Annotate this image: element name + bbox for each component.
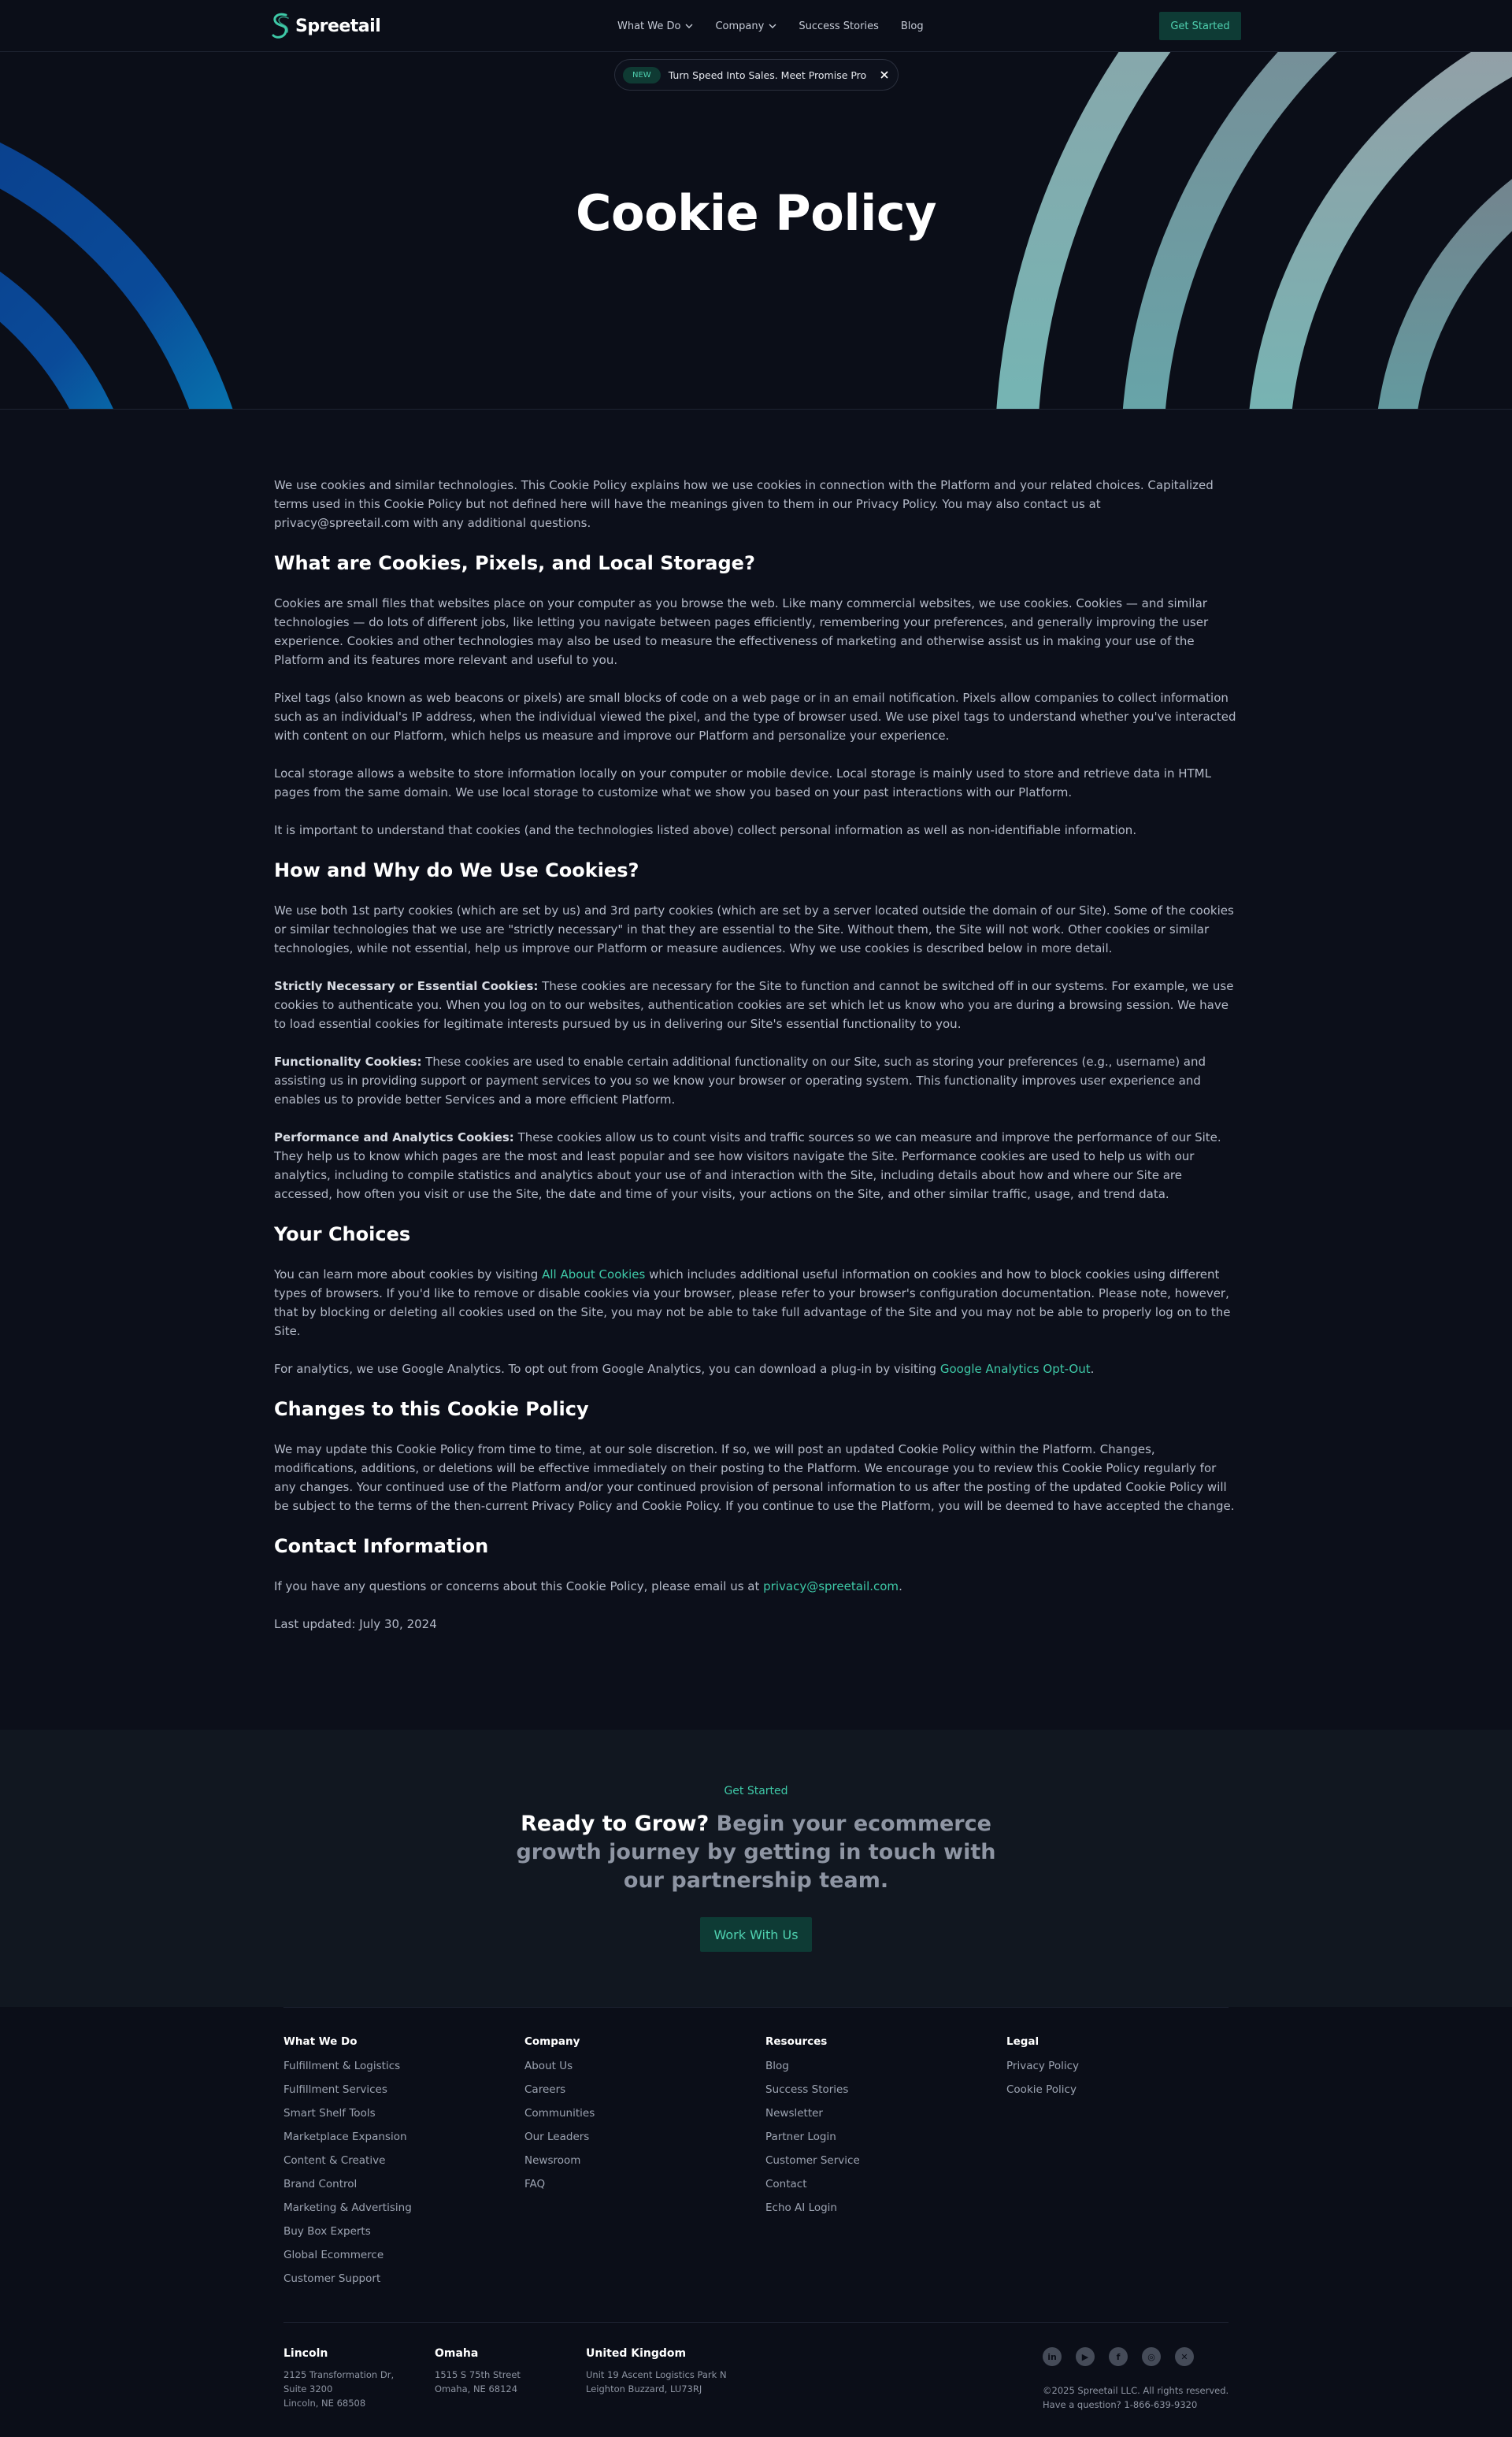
youtube-icon[interactable]: ▶ <box>1076 2347 1095 2366</box>
nav-success-stories[interactable] <box>799 20 879 32</box>
office-address-line: Omaha, NE 68124 <box>435 2383 518 2394</box>
divider <box>284 2322 1228 2323</box>
footer <box>0 2007 1512 2436</box>
x-icon[interactable]: ✕ <box>1175 2347 1194 2366</box>
paragraph-text: These cookies are used to enable certain additional functionality on our Site, such as storing your preferences (e.g., username) and assisting us in providing support or payment services to you so we know your browser or operating system. This functionality improves user experience and enables us to provide better Services and a more efficient Platform. <box>274 1055 1206 1107</box>
cta-section <box>0 1730 1512 2007</box>
google-analytics-optout-link[interactable]: Google Analytics Opt-Out <box>939 1362 1091 1376</box>
phone-question[interactable]: Have a question? 1-866-639-9320 <box>1043 2399 1198 2410</box>
footer-link[interactable]: Smart Shelf Tools <box>284 2107 376 2120</box>
term-label: Performance and Analytics Cookies: <box>274 1130 514 1144</box>
footer-link[interactable]: Partner Login <box>765 2131 836 2143</box>
footer-col-title: Resources <box>765 2035 828 2048</box>
office-address-line: 1515 S 75th Street <box>435 2369 521 2380</box>
logo[interactable] <box>270 11 380 41</box>
office-address-line: Unit 19 Ascent Logistics Park N <box>586 2369 727 2380</box>
copyright: ©2025 Spreetail LLC. All rights reserved. <box>1043 2385 1229 2396</box>
legal-copy <box>1043 2383 1228 2412</box>
office-city: Omaha <box>435 2347 479 2360</box>
paragraph-text: If you have any questions or concerns about this Cookie Policy, please email us at <box>274 1579 764 1593</box>
paragraph <box>274 1359 1238 1378</box>
footer-link[interactable]: FAQ <box>524 2178 546 2190</box>
paragraph: Local storage allows a website to store information locally on your computer or mobile device. Local storage is mainly used to store and retrieve data in HTML pages from the same domain. We use local storage to customize what we show you based on your past interactions with our Platform. <box>274 766 1211 799</box>
footer-link[interactable]: Customer Service <box>765 2154 860 2167</box>
social-links <box>1043 2347 1194 2366</box>
cta-heading <box>504 1810 1008 1895</box>
office-uk <box>586 2347 727 2396</box>
office-omaha <box>435 2347 521 2396</box>
footer-link[interactable]: Communities <box>524 2107 595 2120</box>
nav-link-label: Blog <box>900 20 924 32</box>
footer-link[interactable]: Contact <box>765 2178 807 2190</box>
paragraph-text: . <box>899 1579 902 1593</box>
section-heading: Changes to this Cookie Policy <box>274 1398 589 1420</box>
section-heading: Contact Information <box>274 1535 489 1557</box>
instagram-icon[interactable]: ◎ <box>1142 2347 1161 2366</box>
footer-link[interactable]: Fulfillment & Logistics <box>284 2060 401 2072</box>
footer-link[interactable]: Newsletter <box>765 2107 823 2120</box>
paragraph-text: These cookies are necessary for the Site to function and cannot be switched off in our systems. For example, we use cookies to authenticate you. When you log on to our websites, authentication cookies are set which let us know who you are during a browsing session. We have to load essential cookies for legitimate interests pursued by us in delivering our Site's essential functionality to you. <box>274 979 1234 1031</box>
divider <box>284 2007 1228 2008</box>
section-heading: Your Choices <box>274 1223 411 1245</box>
footer-link[interactable]: Fulfillment Services <box>284 2083 387 2096</box>
spreetail-logo-icon <box>270 11 291 41</box>
term-label: Strictly Necessary or Essential Cookies: <box>274 979 539 993</box>
footer-link[interactable]: About Us <box>524 2060 573 2072</box>
nav-company[interactable] <box>715 20 776 32</box>
footer-link[interactable]: Customer Support <box>284 2272 381 2285</box>
cta-eyebrow: Get Started <box>724 1785 788 1797</box>
office-city: Lincoln <box>284 2347 328 2360</box>
paragraph <box>274 1265 1238 1341</box>
office-address-line: Lincoln, NE 68508 <box>284 2398 366 2409</box>
footer-link[interactable]: Newsroom <box>524 2154 581 2167</box>
nav-link-label: What We Do <box>617 20 681 32</box>
footer-col-title: Company <box>524 2035 580 2048</box>
footer-col-resources <box>765 2035 860 2225</box>
paragraph-text: These cookies allow us to count visits and traffic sources so we can measure and improve the performance of our Site. They help us to know which pages are the most and least popular and see how visitors navigate the Site. Performance cookies are used to help us with our analytics, including to compile statistics and analytics about your use of and interaction with the Site, including details about how and where our Site are accessed, how often you visit or use the Site, the date and time of your visits, your actions on the Site, and other similar traffic, usage, and trend data. <box>274 1130 1221 1201</box>
close-icon[interactable] <box>879 69 890 80</box>
linkedin-icon[interactable]: in <box>1043 2347 1062 2366</box>
paragraph <box>274 1577 1238 1596</box>
nav-link-label: Success Stories <box>799 20 879 32</box>
last-updated: Last updated: July 30, 2024 <box>274 1617 437 1631</box>
paragraph: We use both 1st party cookies (which are set by us) and 3rd party cookies (which are set by a server located outside the domain of our Site). Some of the cookies or similar technologies that we use are "strictly necessary" in that they are essential to the Site. Without them, the Site will not work. Other cookies or similar technologies, while not essential, help us improve our Platform or measure audiences. Why we use cookies is described below in more detail. <box>274 903 1234 955</box>
cta-heading-rest: Begin your ecommerce growth journey by getting in touch with our partnership team. <box>516 1812 996 1893</box>
new-badge: NEW <box>623 67 661 83</box>
intro-paragraph: We use cookies and similar technologies. This Cookie Policy explains how we use cookies in connection with the Platform and your related choices. Capitalized terms used in this Cookie Policy but not defined here will have the meanings given to them in our Privacy Policy. You may also contact us at privacy@spreetail.com with any additional questions. <box>274 478 1214 530</box>
footer-link[interactable]: Cookie Policy <box>1006 2083 1077 2096</box>
footer-link[interactable]: Privacy Policy <box>1006 2060 1080 2072</box>
paragraph-text: You can learn more about cookies by visiting <box>274 1267 543 1282</box>
section-heading: How and Why do We Use Cookies? <box>274 859 639 881</box>
paragraph-text: For analytics, we use Google Analytics. To opt out from Google Analytics, you can download a plug-in by visiting <box>274 1362 940 1376</box>
hero-banner <box>0 52 1512 410</box>
paragraph: It is important to understand that cookies (and the technologies listed above) collect personal information as well as non-identifiable information. <box>274 823 1137 837</box>
nav-links <box>617 0 924 52</box>
footer-link[interactable]: Content & Creative <box>284 2154 386 2167</box>
privacy-email-link[interactable]: privacy@spreetail.com <box>763 1579 899 1593</box>
footer-link[interactable]: Buy Box Experts <box>284 2225 371 2238</box>
page-title: Cookie Policy <box>575 184 936 242</box>
policy-main <box>0 410 1512 1730</box>
get-started-button[interactable]: Get Started <box>1159 12 1241 40</box>
paragraph-strictly-necessary <box>274 977 1238 1033</box>
logo-text: Spreetail <box>295 16 381 36</box>
footer-link[interactable]: Blog <box>765 2060 789 2072</box>
facebook-icon[interactable]: f <box>1109 2347 1128 2366</box>
footer-col-title: What We Do <box>284 2035 358 2048</box>
paragraph-performance <box>274 1128 1238 1204</box>
footer-col-title: Legal <box>1006 2035 1040 2048</box>
top-nav <box>0 0 1512 52</box>
paragraph: Pixel tags (also known as web beacons or pixels) are small blocks of code on a web page or in an email notification. Pixels allow companies to collect information such as an individual's IP address, when the individual viewed the pixel, and the type of browser used. We use pixel tags to understand whether you've interacted with content on our Platform, which helps us measure and improve our Platform and personalize your experience. <box>274 691 1236 743</box>
all-about-cookies-link[interactable]: All About Cookies <box>542 1267 646 1282</box>
paragraph-functionality <box>274 1052 1238 1109</box>
term-label: Functionality Cookies: <box>274 1055 422 1069</box>
chevron-down-icon <box>685 22 693 30</box>
announcement-text[interactable]: Turn Speed Into Sales. Meet Promise Pro <box>668 69 867 81</box>
policy-content <box>274 476 1238 1652</box>
announcement-pill[interactable] <box>614 59 899 91</box>
nav-what-we-do[interactable] <box>617 20 693 32</box>
nav-link-label: Company <box>715 20 765 32</box>
footer-link[interactable]: Brand Control <box>284 2178 358 2190</box>
footer-link[interactable]: Our Leaders <box>524 2131 590 2143</box>
paragraph-text: . <box>1090 1362 1095 1376</box>
footer-link[interactable]: Global Ecommerce <box>284 2249 384 2261</box>
footer-link[interactable]: Success Stories <box>765 2083 849 2096</box>
office-address-line: Suite 3200 <box>284 2383 333 2394</box>
footer-link[interactable]: Marketplace Expansion <box>284 2131 407 2143</box>
work-with-us-button[interactable]: Work With Us <box>700 1917 812 1952</box>
cta-heading-strong: Ready to Grow? <box>521 1812 710 1836</box>
footer-col-what-we-do <box>284 2035 412 2296</box>
paragraph: Cookies are small files that websites place on your computer as you browse the web. Like many commercial websites, we use cookies. Cookies — and similar technologies — do lots of different jobs, like letting you navigate between pages efficiently, remembering your preferences, and generally improving the user experience. Cookies and other technologies may also be used to measure the effectiveness of marketing and otherwise assist us in making your use of the Platform and its features more relevant and useful to you. <box>274 596 1209 667</box>
office-lincoln <box>284 2347 394 2410</box>
office-address-line: Leighton Buzzard, LU73RJ <box>586 2383 702 2394</box>
nav-blog[interactable] <box>901 20 924 32</box>
paragraph: We may update this Cookie Policy from time to time, at our sole discretion. If so, we will post an updated Cookie Policy within the Platform. Changes, modifications, additions, or deletions will be effective immediately on their posting to the Platform. We encourage you to review this Cookie Policy regularly for any changes. Your continued use of the Platform and/or your continued provision of personal information to us after the posting of the updated Cookie Policy will be subject to the terms of the then-current Privacy Policy and Cookie Policy. If you continue to use the Platform, you will be deemed to have accepted the change. <box>274 1442 1235 1513</box>
footer-link[interactable]: Echo AI Login <box>765 2201 837 2214</box>
paragraph-text: which includes additional useful information on cookies and how to block cookies using different types of browsers. If you'd like to remove or disable cookies via your browser, please refer to your browser's configuration documentation. Please note, however, that by blocking or deleting all cookies used on the Site, you may not be able to take full advantage of the Site and you may not be able to properly log on to the Site. <box>274 1267 1231 1338</box>
section-heading: What are Cookies, Pixels, and Local Storage? <box>274 552 755 574</box>
footer-col-legal <box>1006 2035 1079 2107</box>
office-address-line: 2125 Transformation Dr, <box>284 2369 395 2380</box>
chevron-down-icon <box>769 22 776 30</box>
office-city: United Kingdom <box>586 2347 687 2360</box>
footer-link[interactable]: Careers <box>524 2083 566 2096</box>
footer-link[interactable]: Marketing & Advertising <box>284 2201 412 2214</box>
footer-col-company <box>524 2035 595 2201</box>
